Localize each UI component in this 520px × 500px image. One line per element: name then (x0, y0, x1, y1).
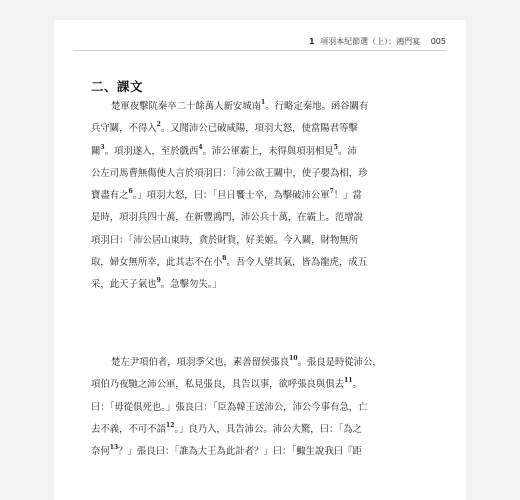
footnote-marker: 2 (156, 121, 161, 129)
footnote-marker: 5 (333, 143, 338, 151)
text-line: 取，婦女無所幸，此其志不在小$^8$。吾令人望其氣，皆為龍虎，成五 (91, 255, 368, 269)
text-line: 楚軍夜擊阬秦卒二十餘萬人新安城南$^1$。行略定秦地。函谷關有 (111, 99, 369, 112)
footnote-marker: 4 (198, 143, 203, 151)
book-page (54, 20, 466, 500)
chapter-title: 項羽本紀節選（上）：鴻門宴 (320, 37, 421, 46)
page-number: 005 (430, 37, 446, 46)
running-header (309, 36, 446, 47)
text-line: 公左司馬曹無傷使人言於項羽曰：「沛公欲王關中，使子嬰為相，珍 (91, 167, 368, 179)
footnote-marker: 11 (344, 377, 353, 385)
text-line: 項伯乃夜馳之沛公軍，私見張良，具告以事，欲呼張良與俱去$^{11}$。 (91, 377, 362, 391)
text-line: 是時，項羽兵四十萬，在新豐鴻門，沛公兵十萬，在霸上。范增說 (91, 212, 363, 224)
paragraph-1 (91, 96, 427, 297)
footnote-marker: 13 (109, 444, 119, 452)
paragraph-2 (91, 352, 427, 463)
footnote-marker: 3 (100, 143, 105, 151)
text-line: 去不義，不可不語$^{12}$。」良乃入，具告沛公。沛公大驚，曰：「為之 (91, 421, 362, 435)
text-line: 楚左尹項伯者，項羽季父也，素善留侯張良$^{10}$。張良是時從沛公， (111, 355, 382, 368)
text-line: 采，此天子氣也$^9$。急擊勿失。」 (91, 277, 222, 291)
footnote-marker: 7 (329, 188, 334, 196)
text-line: 關$^3$。項羽遂入，至於戲西$^4$。沛公軍霸上，未得與項羽相見$^5$。沛 (91, 143, 357, 157)
footnote-marker: 12 (166, 421, 175, 429)
footnote-marker: 10 (289, 355, 298, 362)
text-line: 曰：「毋從俱死也。」張良曰：「臣為韓王送沛公，沛公今事有急，亡 (91, 401, 368, 413)
section-heading: 二、課文 (91, 79, 144, 94)
header-rule (74, 50, 446, 51)
footnote-marker: 8 (222, 255, 227, 263)
text-line: 兵守關，不得入$^2$。又聞沛公已破咸陽，項羽大怒，使當陽君等擊 (91, 121, 358, 135)
chapter-number: 1 (309, 37, 315, 46)
text-line: 項羽曰：「沛公居山東時，貪於財貨，好美姬。今入關，財物無所 (91, 234, 359, 246)
text-line: 寶盡有之$^6$。」項羽大怒，曰：「旦日饗士卒，為擊破沛公軍$^7$！」當 (91, 188, 362, 202)
footnote-marker: 1 (261, 99, 266, 106)
text-line: 奈何$^{13}$？」張良曰：「誰為大王為此計者？」曰：「鯫生說我曰『距 (91, 444, 362, 458)
footnote-marker: 6 (128, 188, 133, 196)
footnote-marker: 9 (156, 277, 161, 285)
